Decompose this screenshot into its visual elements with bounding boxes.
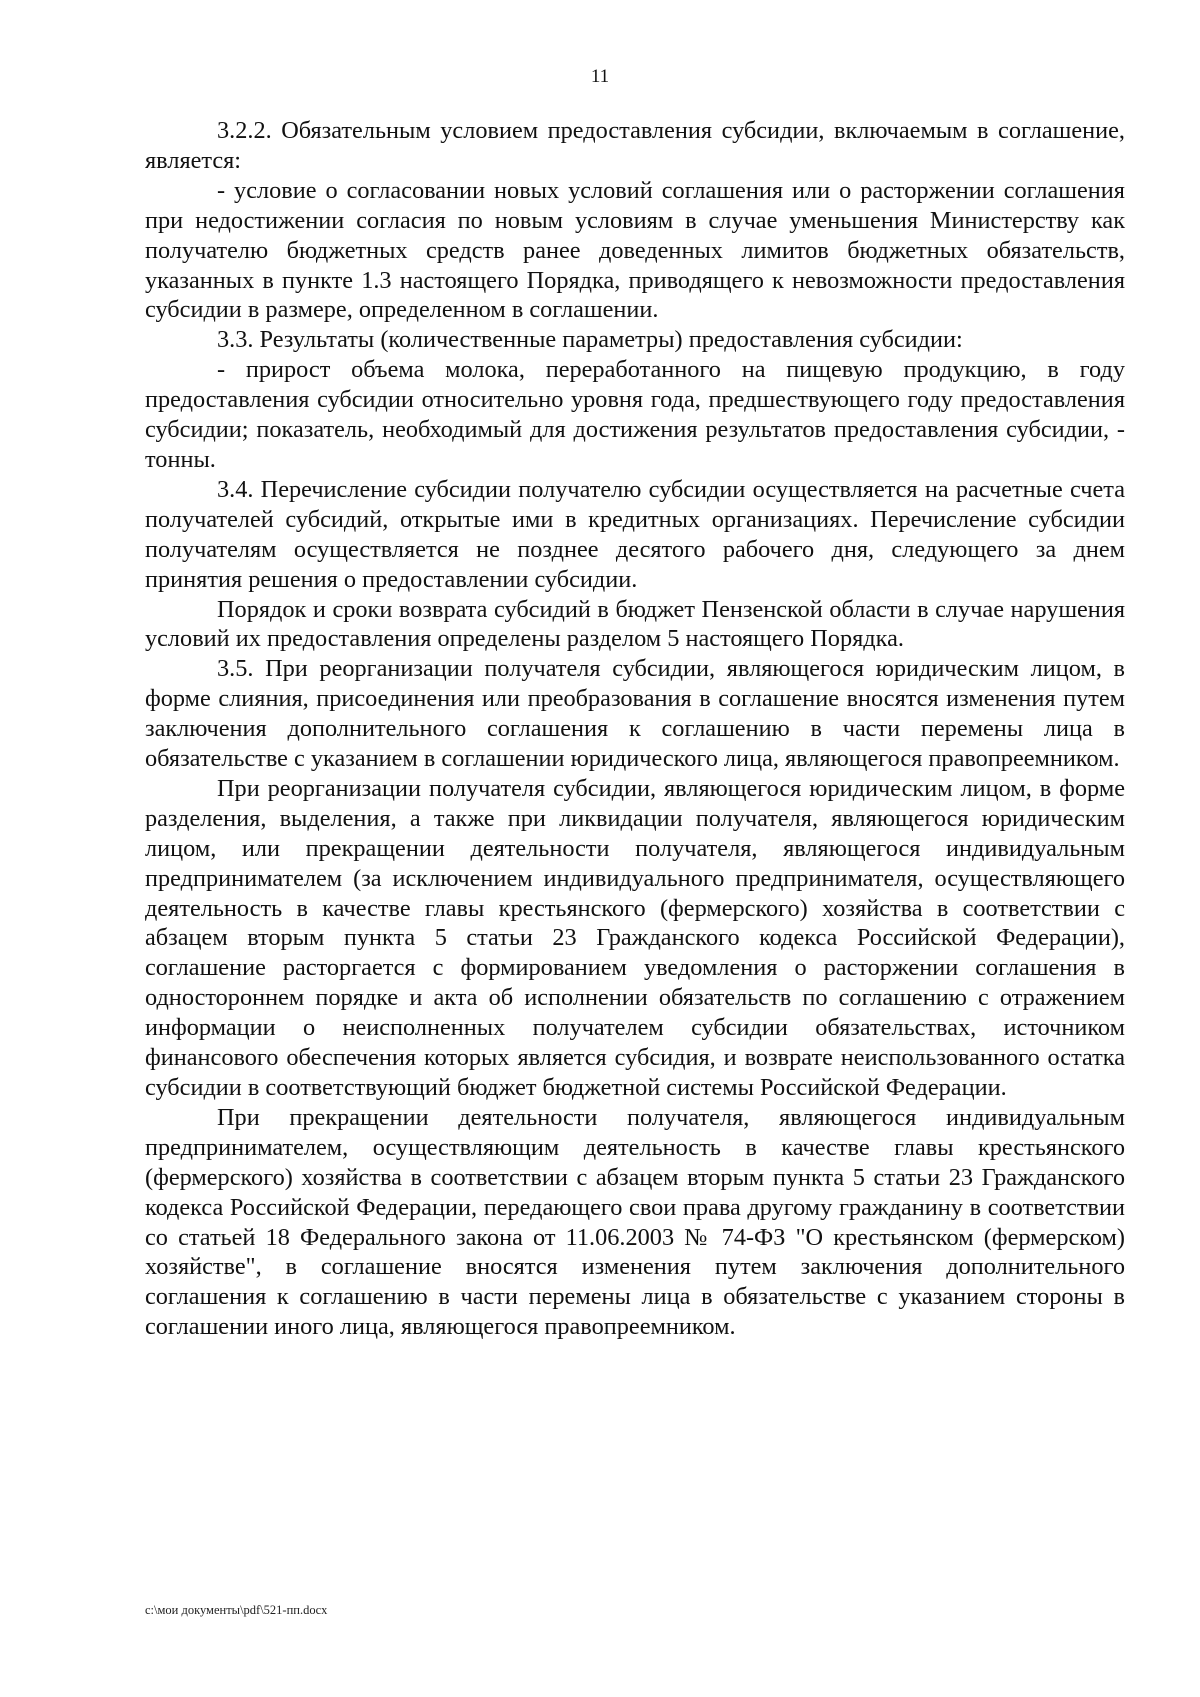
paragraph-return-order: Порядок и сроки возврата субсидий в бюджет Пензенской области в случае нарушения условий их предоставления определены разделом 5 настоящего Порядка.	[145, 595, 1125, 653]
paragraph-condition: - условие о согласовании новых условий соглашения или о расторжении соглашения при недостижении согласия по новым условиям в случае уменьшения Министерству как получателю бюджетных средств ранее доведенных лимитов бюджетных обязательств, указанных в пункте 1.3 настоящего Порядка, приводящего к невозможности предоставления субсидии в размере, определенном в соглашении.	[145, 176, 1125, 324]
footer-file-path: c:\мои документы\pdf\521-пп.docx	[145, 1603, 328, 1617]
paragraph-3-5: 3.5. При реорганизации получателя субсидии, являющегося юридическим лицом, в форме слияния, присоединения или преобразования в соглашение вносятся изменения путем заключения дополнительного соглашения к соглашению в части перемены лица в обязательстве с указанием в соглашении юридического лица, являющегося правопреемником.	[145, 655, 1125, 773]
paragraph-3-3: 3.3. Результаты (количественные параметры) предоставления субсидии:	[217, 326, 963, 354]
paragraph-termination: При прекращении деятельности получателя, являющегося индивидуальным предпринимателем, осуществляющим деятельность в качестве главы крестьянского (фермерского) хозяйства в соответствии с абзацем вторым пункта 5 статьи 23 Гражданского кодекса Российской Федерации, передающего свои права другому гражданину в соответствии со статьей 18 Федерального закона от 11.06.2003 № 74-ФЗ "О крестьянском (фермерском) хозяйстве", в соглашение вносятся изменения путем заключения дополнительного соглашения к соглашению в части перемены лица в обязательстве с указанием стороны в соглашении иного лица, являющегося правопреемником.	[145, 1103, 1125, 1341]
paragraph-3-2-2: 3.2.2. Обязательным условием предоставления субсидии, включаемым в соглашение, является:	[145, 117, 1125, 174]
paragraph-result: - прирост объема молока, переработанного на пищевую продукцию, в году предоставления субсидии относительно уровня года, предшествующего году предоставления субсидии; показатель, необходимый для достижения результатов предоставления субсидии, - тонны.	[145, 356, 1125, 473]
document-body	[145, 116, 1125, 1342]
page-number: 11	[590, 66, 610, 87]
paragraph-3-4: 3.4. Перечисление субсидии получателю субсидии осуществляется на расчетные счета получателей субсидий, открытые ими в кредитных организациях. Перечисление субсидии получателям осуществляется не позднее десятого рабочего дня, следующего за днем принятия решения о предоставлении субсидии.	[145, 475, 1125, 593]
paragraph-reorganization: При реорганизации получателя субсидии, являющегося юридическим лицом, в форме разделения, выделения, а также при ликвидации получателя, являющегося юридическим лицом, или прекращении деятельности получателя, являющегося индивидуальным предпринимателем (за исключением индивидуального предпринимателя, осуществляющего деятельность в качестве главы крестьянского (фермерского) хозяйства в соответствии с абзацем вторым пункта 5 статьи 23 Гражданского кодекса Российской Федерации), соглашение расторгается с формированием уведомления о расторжении соглашения в одностороннем порядке и акта об исполнении обязательств по соглашению с отражением информации о неисполненных получателем субсидии обязательствах, источником финансового обеспечения которых является субсидия, и возврате неиспользованного остатка субсидии в соответствующий бюджет бюджетной системы Российской Федерации.	[145, 774, 1125, 1101]
